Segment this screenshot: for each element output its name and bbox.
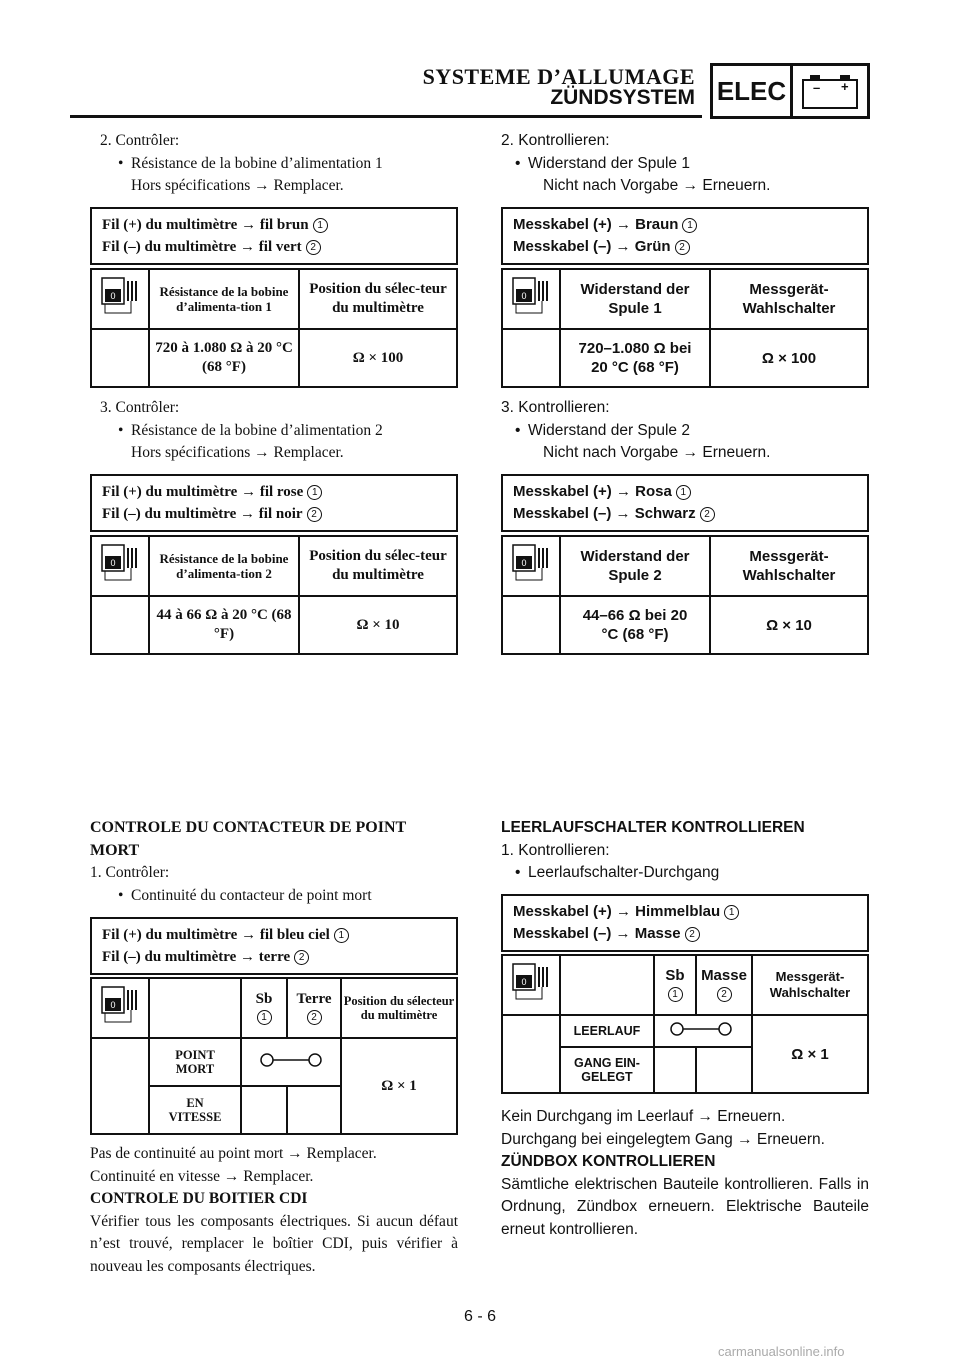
fr-neutral-note-2: Continuité en vitesse → Remplacer. xyxy=(90,1167,314,1185)
fr-s2-value: 720 à 1.080 Ω à 20 °C (68 °F) xyxy=(149,329,299,387)
fr-s3-step: 3. Contrôler: xyxy=(100,399,180,416)
fr-s3-text xyxy=(90,397,458,465)
fr-s2-empty-cell xyxy=(91,329,149,387)
fr-s2-wire-minus: Fil (–) du multimètre → fil vert xyxy=(102,239,302,255)
svg-text:0: 0 xyxy=(521,290,527,301)
de-neutral-col-masse: Masse 2 xyxy=(696,955,752,1015)
de-s2-range: Ω × 100 xyxy=(710,329,868,387)
fr-neutral-text xyxy=(90,817,458,907)
fr-s3-wire-box xyxy=(90,474,458,532)
marker-1: 1 xyxy=(724,905,739,920)
de-s3-empty-cell xyxy=(502,596,560,654)
fr-neutral-empty-sb xyxy=(241,1086,287,1134)
fr-s2-col-selector: Position du sélec-teur du multimètre xyxy=(299,269,457,329)
multimeter-icon xyxy=(502,955,560,1015)
marker-2: 2 xyxy=(675,240,690,255)
fr-s3-empty-cell xyxy=(91,596,149,654)
fr-s3-range: Ω × 10 xyxy=(299,596,457,654)
de-s2-col-resistance: Widerstand der Spule 1 xyxy=(560,269,710,329)
battery-icon xyxy=(793,66,867,116)
de-cdi-heading: ZÜNDBOX KONTROLLIEREN xyxy=(501,1153,716,1170)
de-s3-col-resistance: Widerstand der Spule 2 xyxy=(560,536,710,596)
fr-neutral-step: 1. Contrôler: xyxy=(90,864,170,881)
de-s3-action: Nicht nach Vorgabe → Erneuern. xyxy=(543,444,771,461)
fr-s2-wire-box xyxy=(90,207,458,265)
fr-neutral-col-sb: Sb 1 xyxy=(241,978,287,1038)
battery-minus: – xyxy=(813,80,821,95)
section-badge xyxy=(710,63,870,119)
battery-plus: + xyxy=(841,79,849,94)
multimeter-icon xyxy=(91,536,149,596)
de-s3-wire-box xyxy=(501,474,869,532)
de-s2-empty-cell xyxy=(502,329,560,387)
header-title-fr: SYSTEME D’ALLUMAGE xyxy=(422,64,695,89)
de-s3-value: 44–66 Ω bei 20 °C (68 °F) xyxy=(560,596,710,654)
fr-cdi-heading: CONTROLE DU BOITIER CDI xyxy=(90,1190,308,1207)
marker-2: 2 xyxy=(307,507,322,522)
fr-s3-action: Hors spécifications → Remplacer. xyxy=(131,444,344,461)
fr-s2-range: Ω × 100 xyxy=(299,329,457,387)
de-neutral-note-1: Kein Durchgang im Leerlauf → Erneuern. xyxy=(501,1108,786,1125)
fr-neutral-row-en-vitesse: EN VITESSE xyxy=(149,1086,241,1134)
de-neutral-header-blank xyxy=(560,955,654,1015)
continuity-symbol xyxy=(654,1015,752,1047)
fr-s2-spec-table xyxy=(90,268,458,388)
fr-s3-bullet: • Résistance de la bobine d’alimentation 2 xyxy=(90,420,458,443)
fr-s3-col-selector: Position du sélec-teur du multimètre xyxy=(299,536,457,596)
fr-neutral-header-blank xyxy=(149,978,241,1038)
de-neutral-empty-cell xyxy=(502,1015,560,1093)
de-s2-bullet: • Widerstand der Spule 1 xyxy=(501,153,869,176)
svg-text:0: 0 xyxy=(521,557,527,568)
fr-neutral-col-selector: Position du sélecteur du multimètre xyxy=(341,978,457,1038)
de-s3-wire-minus: Messkabel (–) → Schwarz xyxy=(513,505,696,522)
marker-2: 2 xyxy=(700,507,715,522)
de-neutral-step: 1. Kontrollieren: xyxy=(501,841,610,859)
marker-2: 2 xyxy=(306,240,321,255)
de-cdi-text: Sämtliche elektrischen Bauteile kontrollieren. Falls in Ordnung, Zündbox erneuern. Elektrische Bauteile erneut kontrollieren. xyxy=(501,1175,869,1238)
de-neutral-heading: LEERLAUFSCHALTER KONTROLLIEREN xyxy=(501,819,805,836)
de-neutral-note-2: Durchgang bei eingelegtem Gang → Erneuern. xyxy=(501,1130,825,1148)
de-s2-text xyxy=(501,130,869,198)
de-neutral-wire-box xyxy=(501,894,869,952)
marker-1: 1 xyxy=(334,928,349,943)
de-s2-wire-minus: Messkabel (–) → Grün xyxy=(513,238,671,255)
fr-neutral-empty-terre xyxy=(287,1086,341,1134)
fr-neutral-wire-plus: Fil (+) du multimètre → fil bleu ciel xyxy=(102,927,330,943)
de-neutral-row-leerlauf: LEERLAUF xyxy=(560,1015,654,1047)
de-s2-action: Nicht nach Vorgabe → Erneuern. xyxy=(543,177,771,194)
svg-text:0: 0 xyxy=(110,557,116,568)
marker-2: 2 xyxy=(685,927,700,942)
fr-neutral-row-point-mort: POINT MORT xyxy=(149,1038,241,1086)
marker-2: 2 xyxy=(717,987,732,1002)
de-s2-value: 720–1.080 Ω bei 20 °C (68 °F) xyxy=(560,329,710,387)
fr-neutral-wire-box xyxy=(90,917,458,975)
multimeter-icon xyxy=(502,536,560,596)
de-s2-spec-table xyxy=(501,268,869,388)
fr-neutral-wire-minus: Fil (–) du multimètre → terre xyxy=(102,949,291,965)
fr-s3-value: 44 à 66 Ω à 20 °C (68 °F) xyxy=(149,596,299,654)
de-s3-text xyxy=(501,397,869,465)
de-neutral-table xyxy=(501,954,869,1094)
marker-1: 1 xyxy=(676,485,691,500)
fr-s3-col-resistance: Résistance de la bobine d’alimenta-tion 2 xyxy=(149,536,299,596)
de-s3-col-selector: Messgerät-Wahlschalter xyxy=(710,536,868,596)
de-s2-wire-box xyxy=(501,207,869,265)
svg-text:0: 0 xyxy=(521,976,527,987)
marker-1: 1 xyxy=(313,218,328,233)
de-s3-range: Ω × 10 xyxy=(710,596,868,654)
marker-2: 2 xyxy=(307,1010,322,1025)
section-badge-label: ELEC xyxy=(713,66,793,116)
de-neutral-bullet: • Leerlaufschalter-Durchgang xyxy=(501,862,869,885)
header-title-de: ZÜNDSYSTEM xyxy=(550,86,695,109)
de-s3-wire-plus: Messkabel (+) → Rosa xyxy=(513,483,672,500)
fr-neutral-col-terre: Terre 2 xyxy=(287,978,341,1038)
multimeter-icon xyxy=(91,269,149,329)
de-neutral-row-gang: GANG EIN-GELEGT xyxy=(560,1047,654,1093)
fr-s2-bullet: • Résistance de la bobine d’alimentation 1 xyxy=(90,153,458,176)
marker-1: 1 xyxy=(307,485,322,500)
marker-1: 1 xyxy=(682,218,697,233)
fr-neutral-notes xyxy=(90,1143,458,1278)
fr-neutral-heading-1: CONTROLE DU CONTACTEUR DE POINT xyxy=(90,819,407,836)
watermark: carmanualsonline.info xyxy=(718,1344,845,1358)
marker-2: 2 xyxy=(294,950,309,965)
de-neutral-wire-minus: Messkabel (–) → Masse xyxy=(513,925,681,942)
de-s2-col-selector: Messgerät-Wahlschalter xyxy=(710,269,868,329)
fr-neutral-table xyxy=(90,977,458,1135)
de-neutral-empty-sb xyxy=(654,1047,696,1093)
de-neutral-text xyxy=(501,817,869,885)
fr-s2-col-resistance: Résistance de la bobine d’alimenta-tion 1 xyxy=(149,269,299,329)
fr-neutral-heading-2: MORT xyxy=(90,841,140,859)
fr-s2-wire-plus: Fil (+) du multimètre → fil brun xyxy=(102,217,309,233)
multimeter-icon xyxy=(502,269,560,329)
fr-s3-spec-table xyxy=(90,535,458,655)
marker-1: 1 xyxy=(668,987,683,1002)
svg-text:0: 0 xyxy=(110,999,116,1010)
page-number: 6 - 6 xyxy=(463,1308,496,1325)
de-neutral-range: Ω × 1 xyxy=(752,1015,868,1093)
fr-neutral-bullet: • Continuité du contacteur de point mort xyxy=(90,885,458,908)
fr-s2-step: 2. Contrôler: xyxy=(100,132,180,149)
header-rule xyxy=(70,115,702,118)
de-neutral-notes xyxy=(501,1106,869,1241)
fr-s2-action: Hors spécifications → Remplacer. xyxy=(131,177,344,194)
de-neutral-col-sb: Sb 1 xyxy=(654,955,696,1015)
de-neutral-wire-plus: Messkabel (+) → Himmelblau xyxy=(513,903,721,920)
de-s3-bullet: • Widerstand der Spule 2 xyxy=(501,420,869,443)
de-s2-step: 2. Kontrollieren: xyxy=(501,132,610,149)
fr-s3-wire-minus: Fil (–) du multimètre → fil noir xyxy=(102,506,303,522)
svg-text:0: 0 xyxy=(110,290,116,301)
de-s2-wire-plus: Messkabel (+) → Braun xyxy=(513,216,679,233)
fr-neutral-note-1: Pas de continuité au point mort → Remplacer. xyxy=(90,1145,377,1162)
fr-neutral-empty-cell xyxy=(91,1038,149,1134)
de-neutral-col-selector: Messgerät-Wahlschalter xyxy=(752,955,868,1015)
fr-cdi-text: Vérifier tous les composants électriques. Si aucun défaut n’est trouvé, remplacer le boîtier CDI, puis vérifier à nouveau les composants électriques. xyxy=(90,1212,458,1275)
fr-s3-wire-plus: Fil (+) du multimètre → fil rose xyxy=(102,484,304,500)
fr-neutral-range: Ω × 1 xyxy=(341,1038,457,1134)
de-s3-spec-table xyxy=(501,535,869,655)
continuity-symbol xyxy=(241,1038,341,1086)
de-s3-step: 3. Kontrollieren: xyxy=(501,399,610,416)
de-neutral-empty-masse xyxy=(696,1047,752,1093)
fr-s2-text xyxy=(90,130,458,198)
multimeter-icon xyxy=(91,978,149,1038)
marker-1: 1 xyxy=(257,1010,272,1025)
